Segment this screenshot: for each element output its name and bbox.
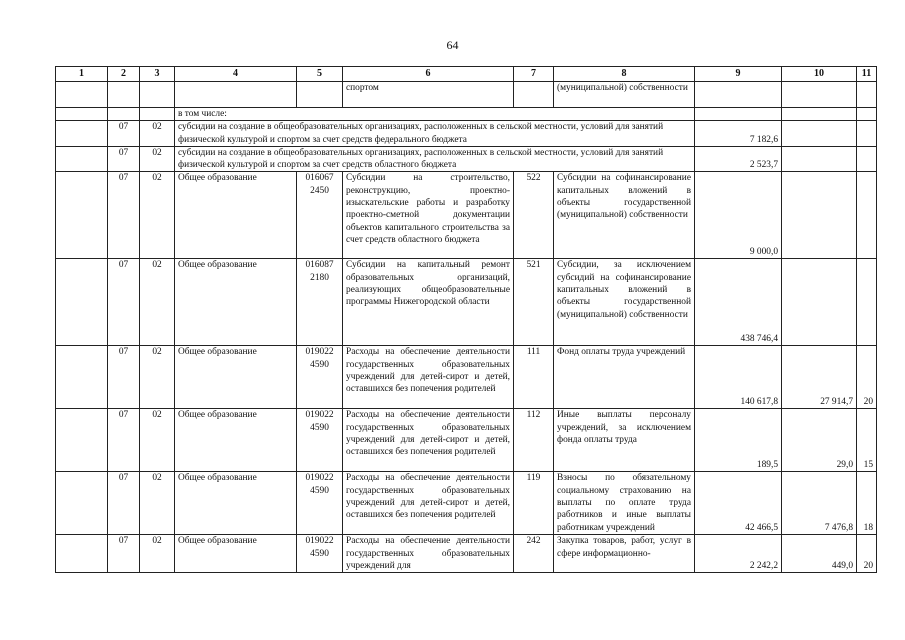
- cell-percent: 20: [857, 535, 877, 573]
- cell-amount-2: [782, 259, 857, 346]
- cell-percent: 20: [857, 346, 877, 409]
- cell-amount: 140 617,8: [695, 346, 782, 409]
- cell-amount: 42 466,5: [695, 472, 782, 535]
- cell-amount: 2 523,7: [695, 146, 782, 172]
- cell-kind: 112: [514, 409, 554, 472]
- cell-subsection: 02: [140, 172, 175, 259]
- column-header: 6: [343, 67, 514, 82]
- column-header: 7: [514, 67, 554, 82]
- cell-name: Общее образование: [175, 346, 297, 409]
- cell-amount: 9 000,0: [695, 172, 782, 259]
- cell-section: 07: [108, 259, 140, 346]
- table-row: [56, 259, 877, 346]
- table-row: [56, 146, 877, 172]
- cell-purpose: Расходы на обеспечение деятельности государственных образовательных учреждений для детей-сирот и детей, оставшихся без попечения родителей: [343, 472, 514, 535]
- cell-code: 019022 4590: [297, 535, 343, 573]
- cell-kind: 522: [514, 172, 554, 259]
- cell-purpose: Расходы на обеспечение деятельности государственных образовательных учреждений для: [343, 535, 514, 573]
- cell-percent: [857, 172, 877, 259]
- budget-table: [55, 66, 877, 573]
- cell-expense-type: Взносы по обязательному социальному страхованию на выплаты по оплате труда работников и иные выплаты работникам учреждений: [554, 472, 695, 535]
- cell-purpose: Расходы на обеспечение деятельности государственных образовательных учреждений для детей-сирот и детей, оставшихся без попечения родителей: [343, 346, 514, 409]
- cell-subsection: 02: [140, 259, 175, 346]
- cell-name: Общее образование: [175, 409, 297, 472]
- cell-expense-type: Фонд оплаты труда учреждений: [554, 346, 695, 409]
- cell-amount-2: 27 914,7: [782, 346, 857, 409]
- cell-description: субсидии на создание в общеобразовательных организациях, расположенных в сельской местности, условий для занятий физической культурой и спортом за счет средств областного бюджета: [175, 146, 695, 172]
- cell-purpose: Субсидии на строительство, реконструкцию, проектно-изыскательские работы и разработку проектно-сметной документации объектов капитального строительства за счет средств областного бюджета: [343, 172, 514, 259]
- cell-subsection: 02: [140, 146, 175, 172]
- cell-expense-type: Субсидии на софинансирование капитальных вложений в объекты государственной (муниципальной) собственности: [554, 172, 695, 259]
- table-row: [56, 535, 877, 573]
- cell-name: Общее образование: [175, 172, 297, 259]
- cell-subsection: 02: [140, 121, 175, 147]
- cell-expense-type: Закупка товаров, работ, услуг в сфере информационно-: [554, 535, 695, 573]
- cell-section: 07: [108, 146, 140, 172]
- cell-code: 016067 2450: [297, 172, 343, 259]
- column-header: 2: [108, 67, 140, 82]
- cell-percent: 15: [857, 409, 877, 472]
- in-that-number-label: в том числе:: [175, 108, 695, 121]
- table-row: [56, 472, 877, 535]
- cell-purpose: спортом: [343, 82, 514, 108]
- cell-section: 07: [108, 535, 140, 573]
- cell-amount: 7 182,6: [695, 121, 782, 147]
- cell-code: 019022 4590: [297, 472, 343, 535]
- table-row: [56, 172, 877, 259]
- column-header: 1: [56, 67, 108, 82]
- cell-expense-type: Субсидии, за исключением субсидий на софинансирование капитальных вложений в объекты государственной (муниципальной) собственности: [554, 259, 695, 346]
- column-header: 3: [140, 67, 175, 82]
- cell-subsection: 02: [140, 346, 175, 409]
- column-header: 5: [297, 67, 343, 82]
- cell-section: 07: [108, 472, 140, 535]
- column-header: 9: [695, 67, 782, 82]
- cell-kind: 119: [514, 472, 554, 535]
- cell-name: Общее образование: [175, 259, 297, 346]
- cell-amount-2: 29,0: [782, 409, 857, 472]
- column-header: 11: [857, 67, 877, 82]
- cell-subsection: 02: [140, 535, 175, 573]
- column-header: 10: [782, 67, 857, 82]
- cell-percent: 18: [857, 472, 877, 535]
- cell-description: субсидии на создание в общеобразовательных организациях, расположенных в сельской местности, условий для занятий физической культурой и спортом за счет средств федерального бюджета: [175, 121, 695, 147]
- table-row: [56, 121, 877, 147]
- cell-amount: 438 746,4: [695, 259, 782, 346]
- cell-percent: [857, 259, 877, 346]
- subtotal-caption-row: [56, 108, 877, 121]
- cell-name: Общее образование: [175, 472, 297, 535]
- cell-section: 07: [108, 172, 140, 259]
- cell-section: 07: [108, 121, 140, 147]
- cell-amount-2: [782, 172, 857, 259]
- cell-section: 07: [108, 346, 140, 409]
- cell-kind: 242: [514, 535, 554, 573]
- cell-expense-type: (муниципальной) собственности: [554, 82, 695, 108]
- column-header: 4: [175, 67, 297, 82]
- cell-purpose: Субсидии на капитальный ремонт образовательных организаций, реализующих общеобразовательные программы Нижегородской области: [343, 259, 514, 346]
- cell-code: 019022 4590: [297, 409, 343, 472]
- cell-kind: 111: [514, 346, 554, 409]
- cell-kind: 521: [514, 259, 554, 346]
- page-number: 64: [446, 38, 459, 52]
- column-header: 8: [554, 67, 695, 82]
- cell-amount-2: 7 476,8: [782, 472, 857, 535]
- table-row: [56, 409, 877, 472]
- continuation-row: [56, 82, 877, 108]
- cell-subsection: 02: [140, 472, 175, 535]
- cell-purpose: Расходы на обеспечение деятельности государственных образовательных учреждений для детей-сирот и детей, оставшихся без попечения родителей: [343, 409, 514, 472]
- table-row: [56, 346, 877, 409]
- cell-section: 07: [108, 409, 140, 472]
- cell-amount: 189,5: [695, 409, 782, 472]
- cell-amount-2: 449,0: [782, 535, 857, 573]
- cell-code: 016087 2180: [297, 259, 343, 346]
- cell-subsection: 02: [140, 409, 175, 472]
- cell-expense-type: Иные выплаты персоналу учреждений, за исключением фонда оплаты труда: [554, 409, 695, 472]
- cell-name: Общее образование: [175, 535, 297, 573]
- cell-code: 019022 4590: [297, 346, 343, 409]
- header-row: [56, 67, 877, 82]
- cell-amount: 2 242,2: [695, 535, 782, 573]
